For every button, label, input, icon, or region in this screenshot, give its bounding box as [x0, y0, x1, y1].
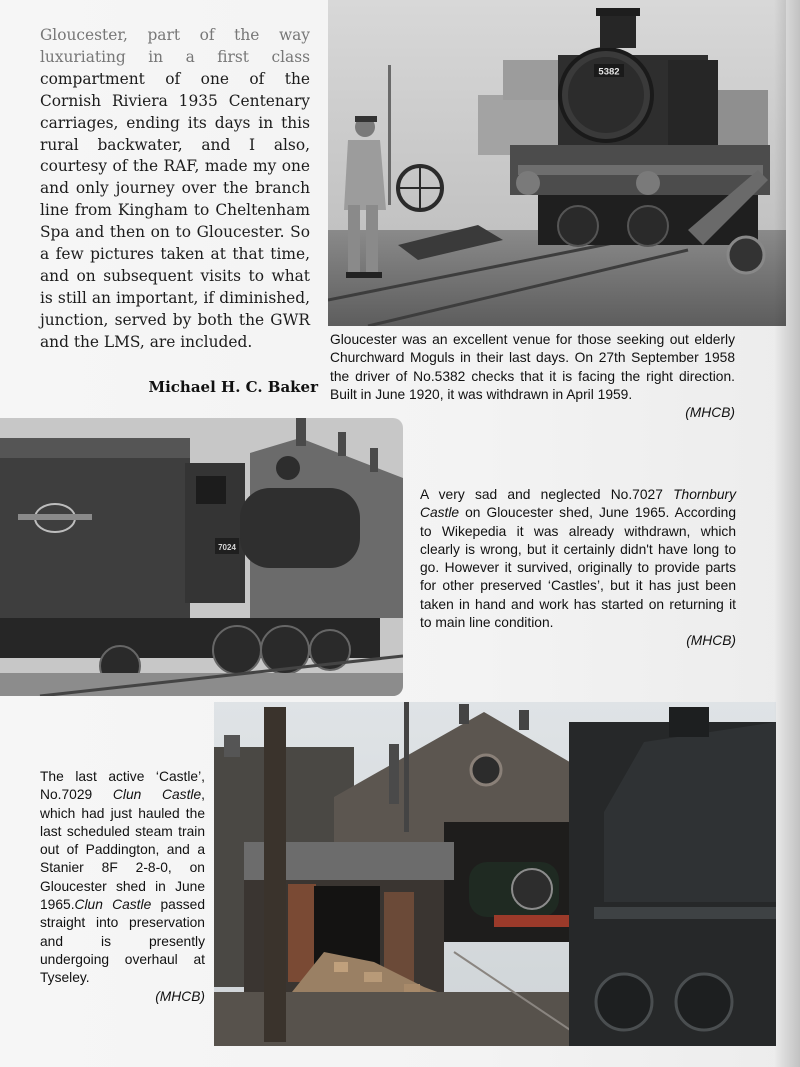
caption-mogul-5382-credit: (MHCB)	[685, 405, 735, 421]
caption-mogul-5382	[330, 331, 735, 422]
caption-clun-castle	[40, 768, 205, 1006]
photo-clun-castle	[214, 702, 776, 1046]
caption-clun-text-3: passed straight into preservation and is presently undergoing overhaul at Tyseley.	[40, 897, 205, 986]
caption-thornbury-name: Thornbury Castle	[420, 487, 736, 521]
caption-thornbury-castle	[420, 486, 736, 651]
photo-clun-castle-image	[214, 702, 776, 1046]
caption-clun-name-1: Clun Castle	[112, 787, 202, 803]
photo-mogul-5382-image	[328, 0, 786, 326]
caption-clun-name-2: Clun Castle	[74, 897, 152, 913]
intro-lead-text: Gloucester, part of the way luxuriating in a first class	[40, 26, 310, 66]
caption-thornbury-credit: (MHCB)	[686, 633, 736, 649]
middle-number-plate: 7024	[218, 543, 236, 552]
photo-mogul-5382	[328, 0, 786, 326]
top-number-plate: 5382	[598, 66, 620, 78]
page-edge-shadow	[774, 0, 800, 1067]
photo-thornbury-castle	[0, 418, 403, 696]
caption-clun-text-1: The last active ‘Castle’, No.7029	[40, 769, 205, 803]
photo-thornbury-castle-image	[0, 418, 403, 696]
intro-body-text: compartment of one of the Cornish Riviera 1935 Centenary carriages, ending its days in this rural backwater, and I also, courtesy of the RAF, made my one and only journey over the branch line from Kingham to Cheltenham Spa and then on to Gloucester. So a few pictures taken at that time, and on subsequent visits to what is still an important, if diminished, junction, served by both the GWR and the LMS, are included.	[40, 69, 310, 351]
caption-clun-text-2: , which had just hauled the last scheduled steam train out of Paddington, and a Stanier 8F 2-8-0, on Gloucester shed in June 1965.	[40, 787, 205, 913]
author-byline: Michael H. C. Baker	[148, 378, 318, 396]
caption-mogul-5382-text: Gloucester was an excellent venue for those seeking out elderly Churchward Moguls in their last days. On 27th September 1958 the driver of No.5382 checks that it is facing the right direction. Built in June 1920, it was withdrawn in April 1959.	[330, 332, 735, 402]
caption-thornbury-text-1: A very sad and neglected No.7027	[420, 487, 674, 502]
caption-thornbury-text-2: on Gloucester shed, June 1965. According to Wikepedia it was already withdrawn, which clearly is wrong, but it certainly didn't have long to go. However it survived, originally to provide parts for other preserved ‘Castles’, but it has just been taken in hand and work has started on returning it to main line condition.	[420, 505, 736, 631]
intro-paragraph	[40, 25, 310, 354]
caption-clun-credit: (MHCB)	[155, 988, 205, 1004]
